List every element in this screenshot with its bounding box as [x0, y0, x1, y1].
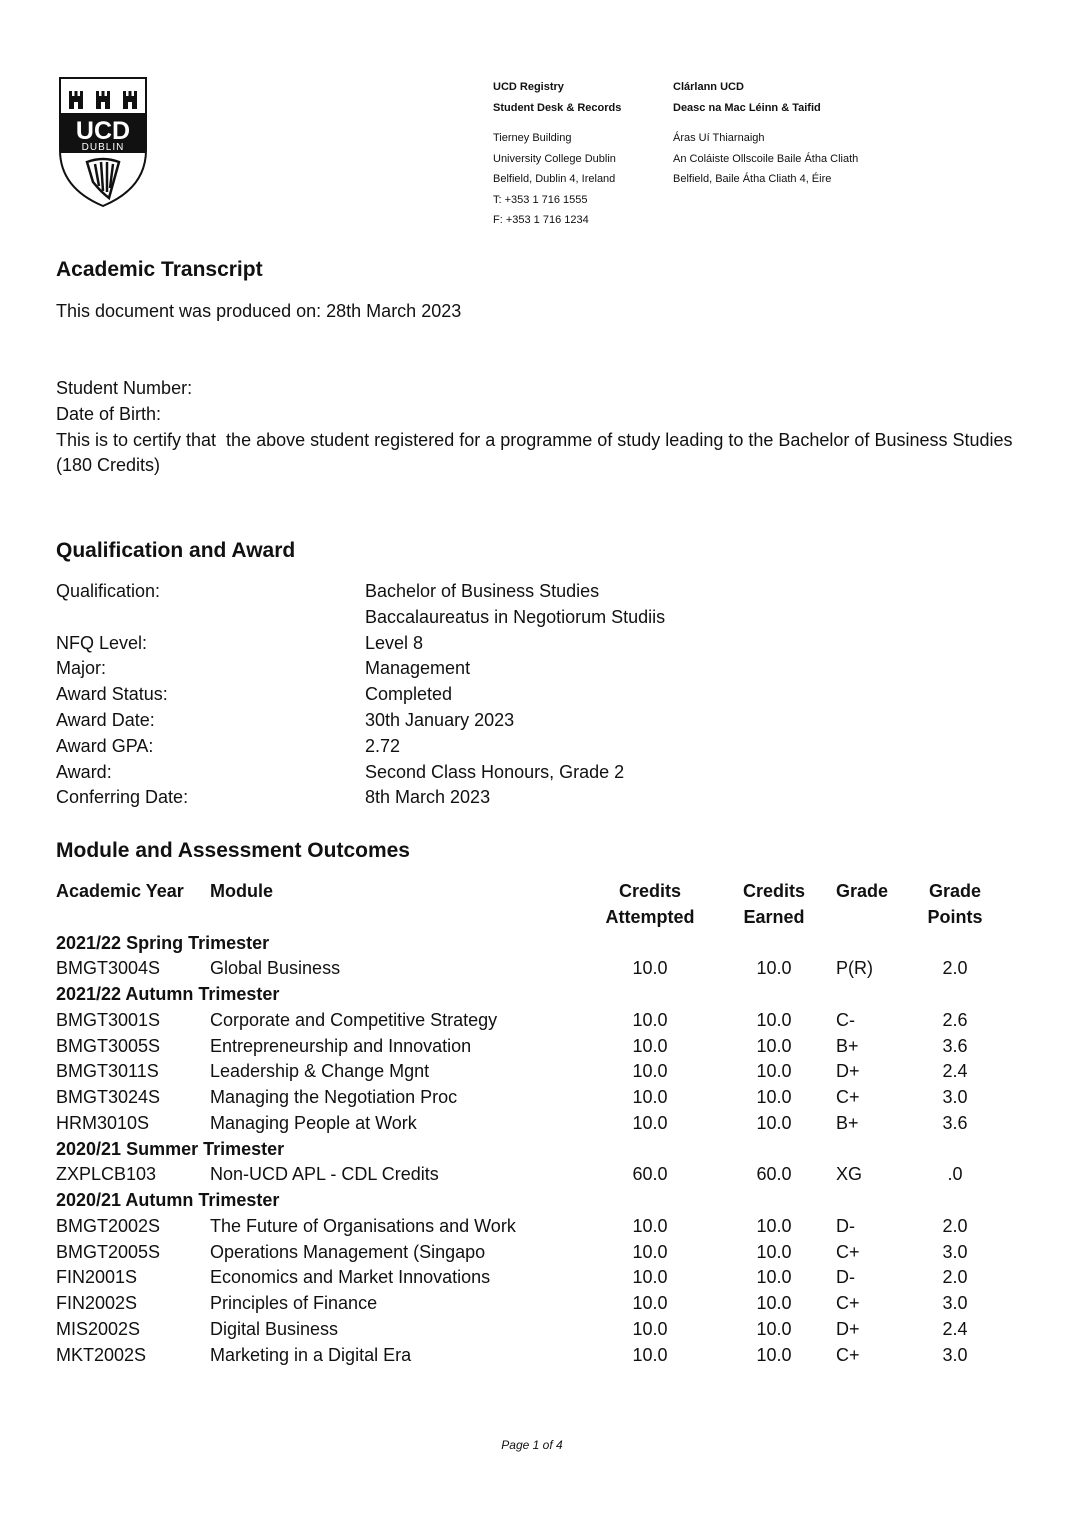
- grade-points: 3.6: [942, 1035, 968, 1056]
- module-row: [56, 1291, 1000, 1317]
- qualification-label-blank: [56, 605, 188, 631]
- grade-points: 2.0: [942, 1215, 968, 1236]
- credits-attempted: 10.0: [632, 1061, 668, 1082]
- module-code: MIS2002S: [56, 1318, 141, 1339]
- credits-earned: 10.0: [756, 1293, 792, 1313]
- module-name: Digital Business: [210, 1318, 339, 1339]
- grade: D-: [836, 1267, 855, 1288]
- credits-earned: 10.0: [756, 1215, 792, 1236]
- grade-points: 2.6: [942, 1009, 968, 1030]
- dob-label: Date of Birth:: [56, 403, 162, 424]
- credits-attempted: 10.0: [632, 1035, 668, 1056]
- grade-points: 2.0: [942, 1267, 968, 1288]
- module-row: [56, 1034, 1000, 1060]
- module-row: [56, 1343, 1000, 1369]
- module-code: BMGT3001S: [56, 1009, 161, 1030]
- logo-subtitle: DUBLIN: [81, 142, 125, 153]
- module-name: The Future of Organisations and Work: [210, 1215, 516, 1236]
- grade: XG: [836, 1164, 863, 1185]
- credits-earned: 10.0: [756, 1009, 792, 1030]
- student-number-label: Student Number:: [56, 378, 193, 398]
- grade-points: 3.0: [942, 1241, 968, 1262]
- grade-points: 2.4: [942, 1318, 968, 1339]
- major-label: Major:: [56, 658, 107, 679]
- transcript-title: Academic Transcript: [56, 258, 263, 281]
- col-academic-year: Academic Year: [56, 881, 184, 901]
- credits-attempted: 60.0: [632, 1164, 668, 1185]
- student-details: [56, 376, 1036, 479]
- address-line-irish: An Coláiste Ollscoile Baile Átha Cliath: [673, 152, 859, 165]
- col-credits-earned-2: Earned: [743, 906, 805, 927]
- module-row: [56, 956, 1000, 982]
- conferring-date-label: Conferring Date:: [56, 787, 189, 808]
- credits-attempted: 10.0: [632, 1087, 668, 1107]
- grade: B+: [836, 1112, 859, 1133]
- address-line: Tierney Building: [493, 132, 572, 144]
- credits-attempted: 10.0: [632, 1344, 668, 1365]
- module-name: Leadership & Change Mgnt: [210, 1061, 430, 1082]
- ucd-crest-logo: [57, 76, 149, 208]
- module-code: FIN2002S: [56, 1293, 138, 1313]
- col-credits-earned: Credits: [742, 881, 805, 901]
- award-date-label: Award Date:: [56, 709, 155, 730]
- grade: P(R): [836, 958, 873, 979]
- address-line: Belfield, Dublin 4, Ireland: [493, 173, 616, 185]
- desk-name: Student Desk & Records: [493, 101, 622, 114]
- module-name: Managing the Negotiation Proc: [210, 1087, 458, 1107]
- term-row: [56, 982, 1000, 1008]
- col-credits-attempted: Credits: [618, 881, 681, 901]
- credits-attempted: 10.0: [632, 1112, 668, 1133]
- desk-name-irish: Deasc na Mac Léinn & Taifid: [673, 101, 821, 114]
- credits-earned: 10.0: [756, 1061, 792, 1082]
- grade: C+: [836, 1241, 860, 1262]
- conferring-date-value: 8th March 2023: [365, 787, 491, 808]
- term-label: 2021/22 Spring Trimester: [56, 932, 270, 953]
- address-line-irish: Belfield, Baile Átha Cliath 4, Éire: [673, 173, 832, 185]
- credits-attempted: 10.0: [632, 1267, 668, 1288]
- table-header-row-2: [56, 905, 1000, 931]
- credits-attempted: 10.0: [632, 1215, 668, 1236]
- module-code: BMGT3011S: [56, 1061, 159, 1082]
- col-credits-attempted-2: Attempted: [605, 906, 695, 927]
- credits-attempted: 10.0: [632, 958, 668, 979]
- module-code: BMGT3005S: [56, 1035, 161, 1056]
- nfq-label: NFQ Level:: [56, 632, 148, 653]
- credits-earned: 10.0: [756, 1241, 792, 1262]
- module-row: [56, 1008, 1000, 1034]
- qualification-latin-value: Baccalaureatus in Negotiorum Studiis: [365, 606, 666, 627]
- grade-points: 3.0: [942, 1087, 968, 1107]
- module-row: [56, 1317, 1000, 1343]
- produced-date: This document was produced on: 28th March 2023: [56, 301, 462, 321]
- module-row: [56, 1240, 1000, 1266]
- credits-earned: 60.0: [756, 1164, 792, 1185]
- module-row: [56, 1214, 1000, 1240]
- term-label: 2020/21 Autumn Trimester: [56, 1190, 280, 1210]
- module-code: BMGT3004S: [56, 958, 161, 979]
- grade-points: 2.0: [942, 958, 968, 979]
- grade-points: .0: [947, 1164, 963, 1185]
- registry-name: UCD Registry: [493, 81, 564, 93]
- grade: D+: [836, 1318, 860, 1339]
- module-row: [56, 1265, 1000, 1291]
- award-date-value: 30th January 2023: [365, 709, 515, 730]
- qualification-title: Qualification and Award: [56, 539, 296, 562]
- qualification-labels: [56, 579, 188, 811]
- term-row: [56, 1188, 1000, 1214]
- grade-points: 2.4: [942, 1061, 968, 1082]
- module-row: [56, 1162, 1000, 1188]
- fax-number: F: +353 1 716 1234: [493, 214, 589, 226]
- grade: B+: [836, 1035, 859, 1056]
- module-code: FIN2001S: [56, 1267, 138, 1288]
- nfq-value: Level 8: [365, 632, 424, 653]
- major-value: Management: [365, 658, 471, 679]
- grade: C+: [836, 1293, 860, 1313]
- credits-earned: 10.0: [756, 1087, 792, 1107]
- phone-number: T: +353 1 716 1555: [493, 193, 588, 206]
- credits-earned: 10.0: [756, 958, 792, 979]
- credits-earned: 10.0: [756, 1267, 792, 1288]
- col-grade: Grade: [836, 881, 889, 901]
- credits-attempted: 10.0: [632, 1009, 668, 1030]
- credits-earned: 10.0: [756, 1112, 792, 1133]
- module-code: HRM3010S: [56, 1112, 150, 1133]
- term-label: 2020/21 Summer Trimester: [56, 1138, 285, 1159]
- credits-attempted: 10.0: [632, 1241, 668, 1262]
- certify-statement: This is to certify that the above student registered for a programme of study leading to the Bachelor of Business Studies (180 Credits): [56, 429, 1018, 476]
- award-value: Second Class Honours, Grade 2: [365, 761, 625, 782]
- grade: D+: [836, 1061, 860, 1082]
- module-name: Non-UCD APL - CDL Credits: [210, 1164, 439, 1185]
- crest-icon: [57, 76, 149, 208]
- qualification-values: [365, 579, 665, 811]
- module-name: Global Business: [210, 958, 341, 979]
- module-code: BMGT2005S: [56, 1241, 161, 1262]
- module-code: BMGT3024S: [56, 1087, 161, 1107]
- grade-points: 3.6: [942, 1112, 968, 1133]
- credits-attempted: 10.0: [632, 1318, 668, 1339]
- module-code: BMGT2002S: [56, 1215, 161, 1236]
- module-code: ZXPLCB103: [56, 1164, 157, 1185]
- module-name: Corporate and Competitive Strategy: [210, 1009, 498, 1030]
- credits-attempted: 10.0: [632, 1293, 668, 1313]
- award-gpa-value: 2.72: [365, 735, 401, 756]
- module-name: Operations Management (Singapo: [210, 1241, 486, 1262]
- module-table: [56, 879, 1000, 1368]
- term-row: [56, 1137, 1000, 1163]
- page-number: Page 1 of 4: [501, 1438, 563, 1452]
- module-name: Marketing in a Digital Era: [210, 1344, 412, 1365]
- grade: C-: [836, 1009, 855, 1030]
- grade: D-: [836, 1215, 855, 1236]
- module-row: [56, 1111, 1000, 1137]
- credits-earned: 10.0: [756, 1344, 792, 1365]
- award-status-value: Completed: [365, 684, 453, 705]
- credits-earned: 10.0: [756, 1318, 792, 1339]
- modules-title: Module and Assessment Outcomes: [56, 839, 410, 862]
- module-code: MKT2002S: [56, 1344, 147, 1365]
- award-status-label: Award Status:: [56, 684, 168, 705]
- term-label: 2021/22 Autumn Trimester: [56, 984, 280, 1004]
- term-row: [56, 931, 1000, 957]
- module-name: Entrepreneurship and Innovation: [210, 1035, 472, 1056]
- module-name: Principles of Finance: [210, 1293, 378, 1313]
- grade-points: 3.0: [942, 1293, 968, 1313]
- registry-name-irish: Clárlann UCD: [673, 81, 744, 93]
- module-name: Economics and Market Innovations: [210, 1267, 491, 1288]
- module-name: Managing People at Work: [210, 1112, 417, 1133]
- logo-wordmark: UCD: [75, 117, 131, 145]
- address-line-irish: Áras Uí Thiarnaigh: [673, 132, 765, 144]
- grade: C+: [836, 1087, 860, 1107]
- module-row: [56, 1059, 1000, 1085]
- award-label: Award:: [56, 761, 112, 782]
- header-irish: [673, 77, 858, 190]
- address-line: University College Dublin: [493, 152, 616, 165]
- module-row: [56, 1085, 1000, 1111]
- col-grade-points: Grade: [928, 881, 982, 901]
- qualification-label: Qualification:: [56, 581, 161, 601]
- col-grade-points-2: Points: [927, 906, 983, 927]
- header-english: [493, 77, 621, 231]
- credits-earned: 10.0: [756, 1035, 792, 1056]
- qualification-value: Bachelor of Business Studies: [365, 581, 600, 601]
- grade: C+: [836, 1344, 860, 1365]
- table-header-row: [56, 879, 1000, 905]
- award-gpa-label: Award GPA:: [56, 735, 154, 756]
- grade-points: 3.0: [942, 1344, 968, 1365]
- col-module: Module: [210, 881, 273, 901]
